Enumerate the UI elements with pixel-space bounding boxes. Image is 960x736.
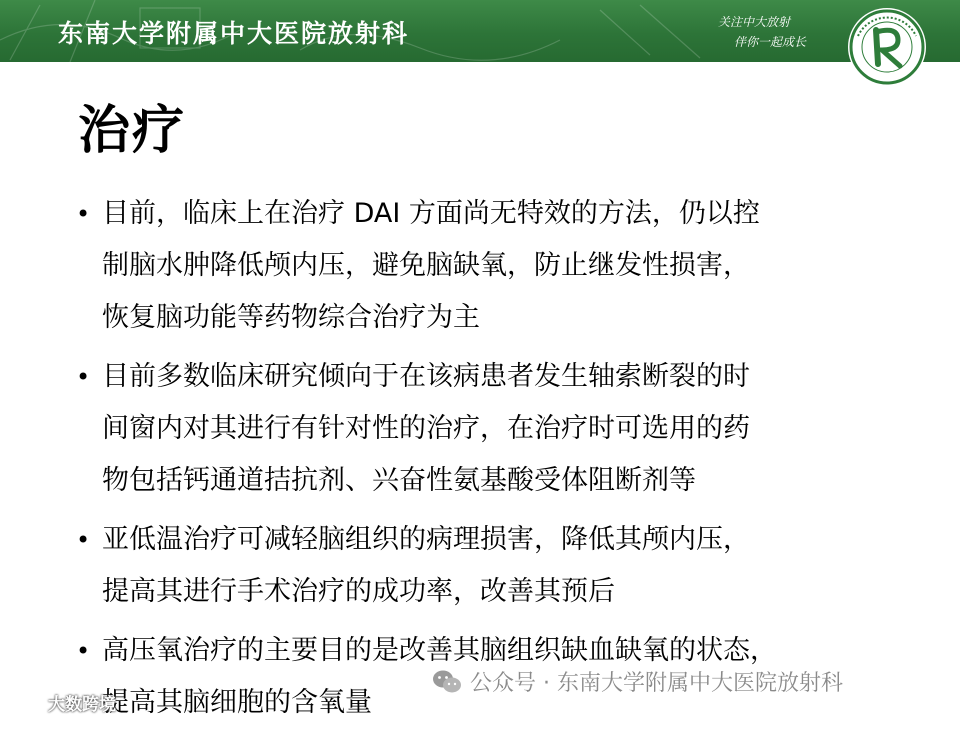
slogan-line-1: 关注中大放射 [718,15,791,29]
bullet-text-line: 制脑水肿降低颅内压，避免脑缺氧，防止继发性损害， [102,250,750,281]
bullet-text-line: 恢复脑功能等药物综合治疗为主 [102,302,480,333]
bullet-text-line: 目前，临床上在治疗 DAI 方面尚无特效的方法，仍以控 [102,198,760,229]
header-title: 东南大学附属中大医院放射科 [58,19,410,48]
bullet-item [76,351,906,507]
bullet-text-line: 高压氧治疗的主要目的是改善其脑组织缺血缺氧的状态， [102,635,777,666]
header-slogan [712,12,832,52]
bullet-item [76,514,906,618]
bullet-text-line: 物包括钙通道拮抗剂、兴奋性氨基酸受体阻断剂等 [102,465,696,496]
bullet-text-line: 目前多数临床研究倾向于在该病患者发生轴索断裂的时 [102,361,750,392]
wechat-watermark [432,666,843,697]
bullet-marker: • [76,526,91,554]
bullet-item [76,188,906,344]
slide-title: 治疗 [78,101,187,161]
bullet-marker: • [76,637,91,665]
bullet-list [76,188,906,736]
department-logo-icon [846,6,928,88]
wechat-watermark-text: 公众号 · 东南大学附属中大医院放射科 [470,671,843,696]
bullet-text-line: 亚低温治疗可减轻脑组织的病理损害，降低其颅内压， [102,524,750,555]
bullet-text-line: 提高其进行手术治疗的成功率，改善其预后 [102,576,615,607]
bullet-marker: • [76,363,91,391]
slogan-line-2: 伴你一起成长 [734,35,807,49]
wechat-icon [432,669,462,695]
bullet-text-line: 提高其脑细胞的含氧量 [102,687,372,718]
bullet-text-line: 间窗内对其进行有针对性的治疗，在治疗时可选用的药 [102,413,750,444]
header-band [0,0,960,62]
bullet-marker: • [76,200,91,228]
platform-watermark [4,690,116,715]
platform-logo-icon [4,692,44,714]
platform-watermark-text: 大数跨境 [48,695,116,715]
